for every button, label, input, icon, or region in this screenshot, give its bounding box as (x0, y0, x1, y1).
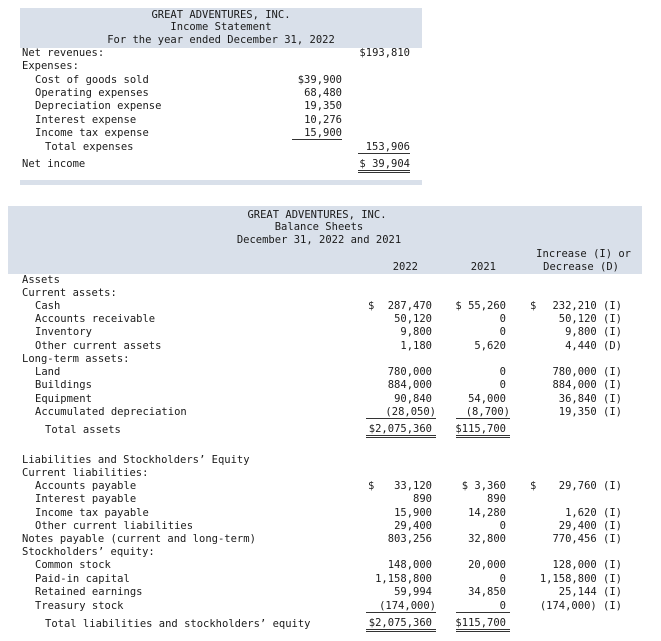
prev-value: 0 (499, 600, 506, 612)
total-expenses-underline (358, 153, 410, 154)
balance-company-text: GREAT ADVENTURES, INC. (247, 209, 387, 221)
cur-value: 1,180 (400, 340, 432, 352)
prev-value: 5,620 (474, 340, 506, 352)
chg-dollar-sign: $ (530, 480, 537, 492)
chg-value: 1,620 (I) (565, 507, 622, 519)
row-label: Paid-in capital (35, 573, 130, 585)
prev-value: $ 3,360 (461, 480, 506, 492)
assets-underline-cur (366, 418, 436, 419)
total-assets-label: Total assets (45, 424, 121, 436)
chg-value: 50,120 (I) (558, 313, 622, 325)
row-label: Accumulated depreciation (35, 406, 187, 418)
row-label: Treasury stock (35, 600, 124, 612)
row-label: Common stock (35, 559, 111, 571)
total-le-cur: $2,075,360 (368, 617, 432, 629)
chg-value: (174,000) (I) (539, 600, 622, 612)
row-label: Interest payable (35, 493, 137, 505)
cur-value: (28,050) (385, 406, 436, 418)
expense-value: 68,480 (304, 87, 342, 99)
expense-value: 10,276 (304, 114, 342, 126)
expense-label: Interest expense (35, 114, 137, 126)
chg-value: 884,000 (I) (552, 379, 622, 391)
cur-value: 29,400 (394, 520, 432, 532)
prev-value: 34,850 (468, 586, 506, 598)
income-footer-band (20, 180, 422, 185)
cur-value: 1,158,800 (375, 573, 432, 585)
expense-value: 19,350 (304, 100, 342, 112)
col-change-header-1: Increase (I) or (536, 248, 631, 260)
cur-value: 890 (413, 493, 432, 505)
chg-value: 25,144 (I) (558, 586, 622, 598)
liab-equity-label: Liabilities and Stockholders’ Equity (22, 454, 250, 466)
cur-dollar-sign: $ (368, 300, 375, 312)
cur-value: 33,120 (394, 480, 432, 492)
row-label: Notes payable (current and long-term) (22, 533, 256, 545)
col-2022-header: 2022 (392, 261, 418, 273)
income-company: GREAT ADVENTURES, INC. (151, 9, 291, 21)
net-revenues-label: Net revenues: (22, 47, 105, 59)
chg-value: 232,210 (I) (552, 300, 622, 312)
cur-value: 287,470 (387, 300, 432, 312)
row-label: Cash (35, 300, 61, 312)
expense-label: Operating expenses (35, 87, 149, 99)
prev-value: $ 55,260 (455, 300, 506, 312)
cur-value: 884,000 (387, 379, 432, 391)
total-assets-cur: $2,075,360 (368, 423, 432, 435)
cur-dollar-sign: $ (368, 480, 375, 492)
net-revenues-value: $193,810 (359, 47, 410, 59)
cur-value: 50,120 (394, 313, 432, 325)
chg-value: 128,000 (I) (552, 559, 622, 571)
cur-value: 9,800 (400, 326, 432, 338)
prev-value: 0 (499, 379, 506, 391)
total-le-dline-prev (456, 629, 510, 632)
total-assets-dline-prev (456, 435, 510, 438)
row-label: Accounts payable (35, 480, 137, 492)
row-label: Retained earnings (35, 586, 143, 598)
row-label: Equipment (35, 393, 92, 405)
row-label: Inventory (35, 326, 92, 338)
total-expenses-label: Total expenses (45, 141, 134, 153)
chg-value: 780,000 (I) (552, 366, 622, 378)
col-change-header-2: Decrease (D) (543, 261, 619, 273)
chg-value: 9,800 (I) (565, 326, 622, 338)
total-le-prev: $115,700 (455, 617, 506, 629)
row-label: Income tax payable (35, 507, 149, 519)
total-assets-dline-cur (366, 435, 436, 438)
expense-label: Income tax expense (35, 127, 149, 139)
expense-label: Cost of goods sold (35, 74, 149, 86)
cur-value: 780,000 (387, 366, 432, 378)
total-expenses-value: 153,906 (365, 141, 410, 153)
expense-value: $39,900 (297, 74, 342, 86)
current-assets-label: Current assets: (22, 287, 117, 299)
row-label: Buildings (35, 379, 92, 391)
le-underline-cur (366, 612, 436, 613)
expense-underline (292, 139, 342, 140)
income-title: Income Statement (170, 21, 272, 33)
prev-value: 14,280 (468, 507, 506, 519)
income-period: For the year ended December 31, 2022 (107, 34, 335, 46)
prev-value: 0 (499, 573, 506, 585)
total-le-dline-cur (366, 629, 436, 632)
prev-value: 20,000 (468, 559, 506, 571)
current-liabilities-label: Current liabilities: (22, 467, 149, 479)
balance-title: Balance Sheets (274, 221, 364, 233)
expense-value: 15,900 (304, 127, 342, 139)
net-income-label: Net income (22, 158, 86, 170)
prev-value: 0 (499, 313, 506, 325)
prev-value: 0 (499, 366, 506, 378)
prev-value: (8,700) (465, 406, 510, 418)
total-assets-prev: $115,700 (455, 423, 506, 435)
row-label: Other current assets (35, 340, 162, 352)
row-label: Accounts receivable (35, 313, 156, 325)
prev-value: 32,800 (468, 533, 506, 545)
balance-period: December 31, 2022 and 2021 (236, 234, 402, 246)
cur-value: (174,000) (379, 600, 436, 612)
expenses-label: Expenses: (22, 60, 79, 72)
chg-value: 29,760 (I) (558, 480, 622, 492)
chg-dollar-sign: $ (530, 300, 537, 312)
chg-value: 19,350 (I) (558, 406, 622, 418)
expense-label: Depreciation expense (35, 100, 162, 112)
cur-value: 15,900 (394, 507, 432, 519)
assets-underline-prev (456, 418, 510, 419)
chg-value: 770,456 (I) (552, 533, 622, 545)
net-income-value: $ 39,904 (359, 158, 410, 170)
row-label: Other current liabilities (35, 520, 194, 532)
assets-label: Assets (22, 274, 60, 286)
le-underline-prev (456, 612, 510, 613)
chg-value: 4,440 (D) (565, 340, 622, 352)
equity-label: Stockholders’ equity: (22, 546, 155, 558)
chg-value: 29,400 (I) (558, 520, 622, 532)
cur-value: 90,840 (394, 393, 432, 405)
prev-value: 890 (487, 493, 506, 505)
cur-value: 803,256 (387, 533, 432, 545)
cur-value: 148,000 (387, 559, 432, 571)
prev-value: 0 (499, 520, 506, 532)
net-income-double-underline (358, 170, 410, 173)
chg-value: 36,840 (I) (558, 393, 622, 405)
row-label: Land (35, 366, 61, 378)
prev-value: 54,000 (468, 393, 506, 405)
total-le-label: Total liabilities and stockholders’ equity (45, 618, 311, 630)
long-term-assets-label: Long-term assets: (22, 353, 130, 365)
col-2021-header: 2021 (470, 261, 496, 273)
chg-value: 1,158,800 (I) (539, 573, 622, 585)
cur-value: 59,994 (394, 586, 432, 598)
prev-value: 0 (499, 326, 506, 338)
